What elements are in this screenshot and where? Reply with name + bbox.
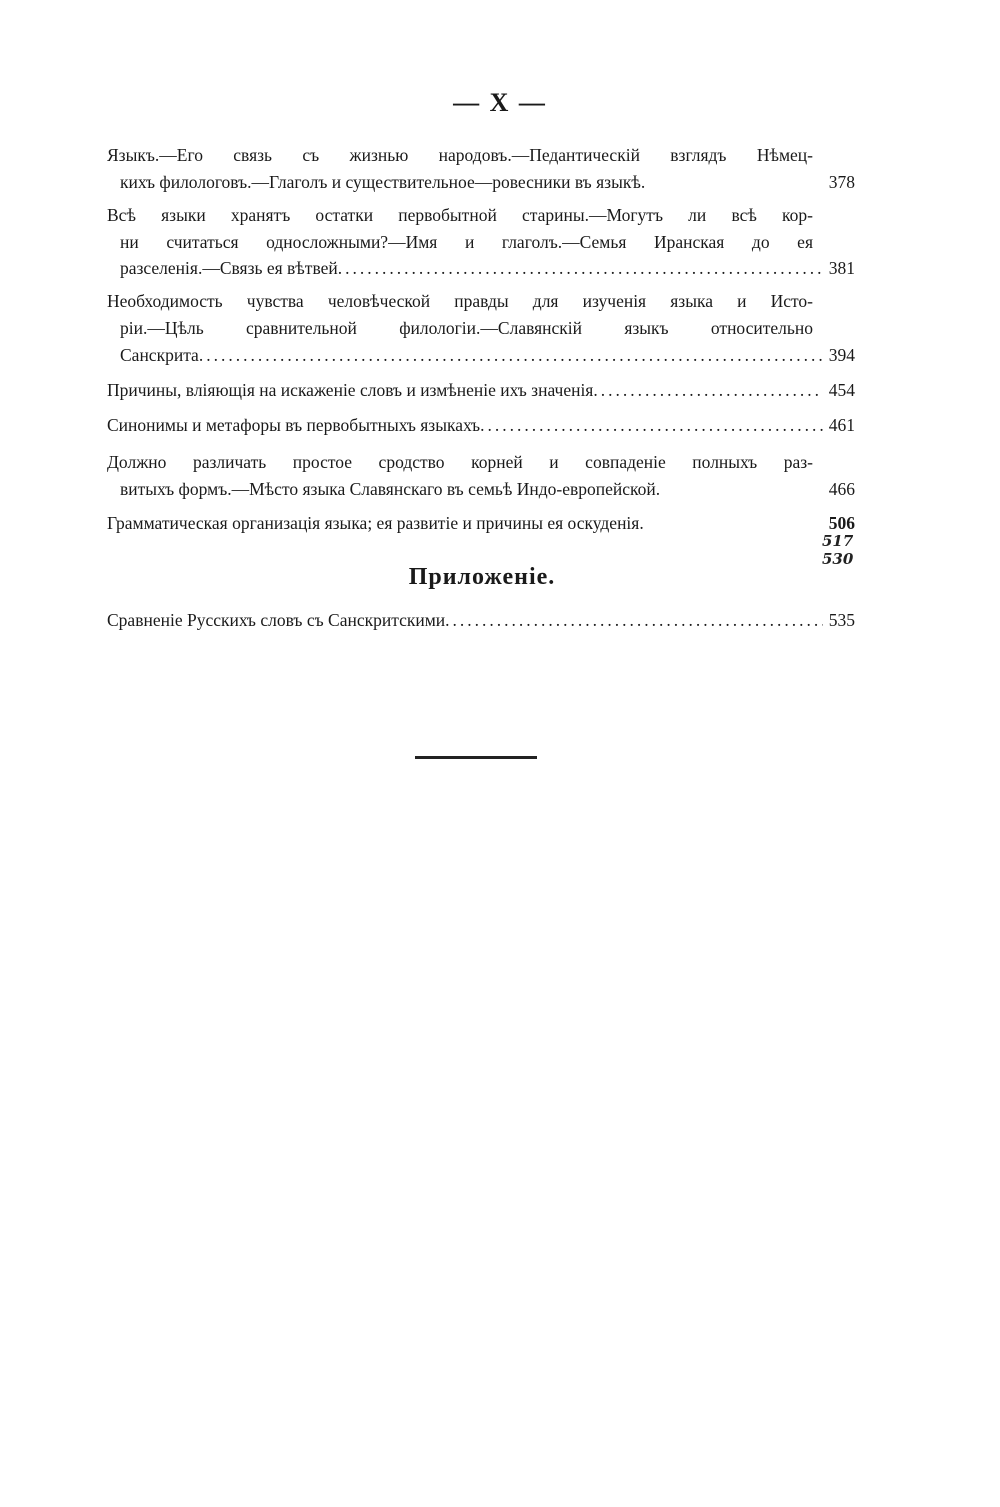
toc-line: Необходимость чувства человѣческой правды для изученiя языка и Исто- <box>107 291 813 311</box>
toc-page: 461 <box>828 415 855 435</box>
toc-text: Санскрита <box>120 345 199 365</box>
toc-page: 466 <box>828 479 855 499</box>
toc-entry-line <box>120 256 855 280</box>
dot-leader <box>445 608 823 632</box>
dot-leader <box>338 256 823 280</box>
toc-text: разселенiя.—Связь ея вѣтвей <box>120 258 338 278</box>
dot-leader <box>593 378 822 402</box>
toc-page: 535 <box>828 610 855 630</box>
toc-line: Должно различать простое сродство корней и совпаденiе полныхъ раз- <box>107 452 813 472</box>
toc-line: ни считаться односложными?—Имя и глаголъ.—Семья Иранская до ея <box>120 232 813 252</box>
toc-entry-line <box>107 413 855 437</box>
toc-entry-line <box>120 170 855 194</box>
toc-page: 506 <box>828 513 855 533</box>
toc-line: Всѣ языки хранятъ остатки первобытной старины.—Могутъ ли всѣ кор- <box>107 205 813 225</box>
toc-line: рiи.—Цѣль сравнительной филологiи.—Славянскiй языкъ относительно <box>120 318 813 338</box>
toc-text: кихъ филологовъ.—Глаголъ и существительное—ровесники въ языкѣ. <box>120 172 646 192</box>
appendix-heading: Приложенiе. <box>408 564 556 590</box>
toc-text: Сравненiе Русскихъ словъ съ Санскритскими <box>107 610 446 630</box>
dot-leader <box>480 413 823 437</box>
toc-line: Языкъ.—Его связь съ жизнью народовъ.—Педантическiй взглядъ Нѣмец- <box>107 145 813 165</box>
page-number: — X — <box>453 88 547 117</box>
toc-entry-line <box>107 378 855 402</box>
toc-page: 378 <box>828 172 855 192</box>
end-rule-divider <box>415 756 537 759</box>
toc-text: Грамматическая организацiя языка; ея развитiе и причины ея оскуденiя. <box>107 513 644 533</box>
toc-entry-line <box>120 343 855 367</box>
dot-leader <box>199 343 823 367</box>
toc-entry-line <box>107 608 855 632</box>
toc-page: 394 <box>828 345 855 365</box>
handwritten-note: 517 <box>822 532 854 550</box>
toc-page: 454 <box>828 380 855 400</box>
handwritten-note: 530 <box>822 550 854 568</box>
toc-entry-line <box>107 511 855 535</box>
toc-text: витыхъ формъ.—Мѣсто языка Славянскаго въ семьѣ Индо-европейской. <box>120 479 661 499</box>
toc-text: Причины, влiяющiя на искаженiе словъ и измѣненiе ихъ значенiя <box>107 380 594 400</box>
toc-text: Синонимы и метафоры въ первобытныхъ языкахъ <box>107 415 481 435</box>
toc-entry-line <box>120 477 855 501</box>
toc-page: 381 <box>828 258 855 278</box>
